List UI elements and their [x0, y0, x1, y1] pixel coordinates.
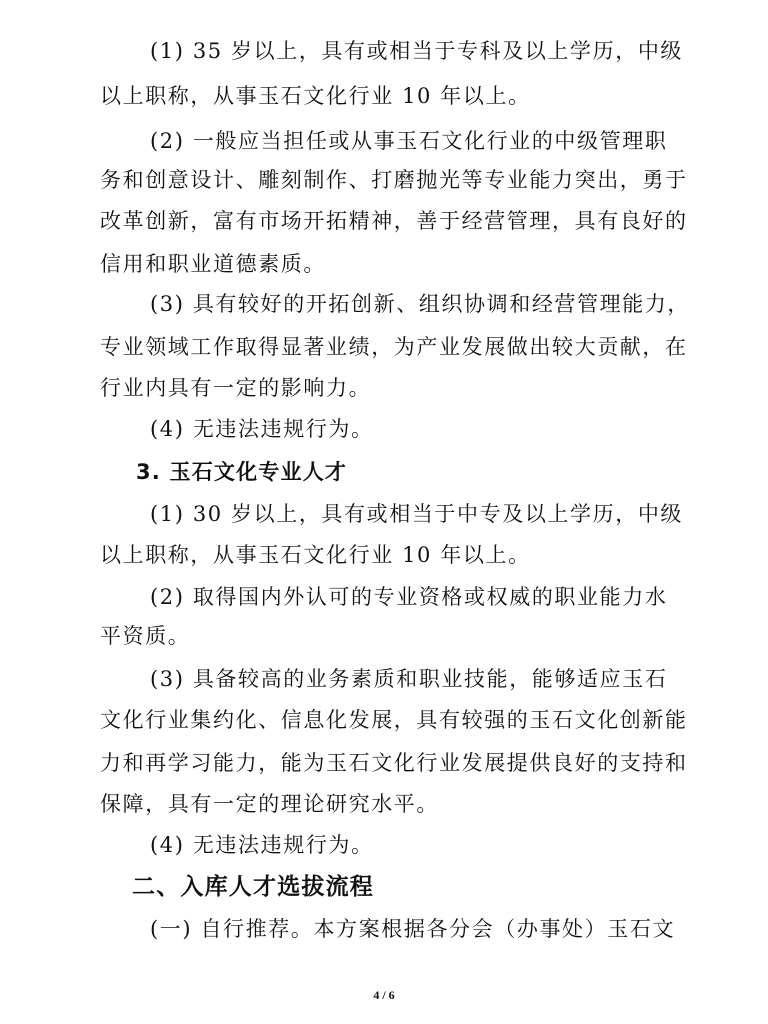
section-heading: 3. 玉石文化专业人才	[136, 460, 348, 484]
text-line: 改革创新，富有市场开拓精神，善于经营管理，具有良好的	[100, 209, 688, 233]
text-line: 文化行业集约化、信息化发展，具有较强的玉石文化创新能	[100, 708, 688, 732]
text-line: (4) 无违法违规行为。	[150, 417, 374, 441]
chapter-heading: 二、入库人才选拔流程	[132, 874, 374, 900]
text-line: 力和再学习能力，能为玉石文化行业发展提供良好的支持和	[100, 751, 688, 775]
text-line: 行业内具有一定的影响力。	[100, 376, 372, 400]
text-line: (2) 取得国内外认可的专业资格或权威的职业能力水	[150, 585, 668, 609]
text-line: (3) 具备较高的业务素质和职业技能，能够适应玉石	[150, 667, 668, 691]
text-line: (4) 无违法违规行为。	[150, 833, 374, 857]
page-number: 4 / 6	[373, 988, 395, 1002]
text-line: 平资质。	[100, 624, 191, 648]
text-line: 信用和职业道德素质。	[100, 252, 326, 276]
text-line: (一) 自行推荐。本方案根据各分会（办事处）玉石文	[150, 917, 676, 941]
text-line: (1) 35 岁以上，具有或相当于专科及以上学历，中级	[150, 39, 684, 63]
text-line: 以上职称，从事玉石文化行业 10 年以上。	[100, 84, 531, 108]
text-line: 务和创意设计、雕刻制作、打磨抛光等专业能力突出，勇于	[100, 168, 688, 192]
text-line: 以上职称，从事玉石文化行业 10 年以上。	[100, 543, 531, 567]
text-line: (1) 30 岁以上，具有或相当于中专及以上学历，中级	[150, 502, 684, 526]
text-line: (3) 具有较好的开拓创新、组织协调和经营管理能力，	[150, 292, 691, 316]
text-line: (2) 一般应当担任或从事玉石文化行业的中级管理职	[150, 129, 668, 153]
text-line: 专业领域工作取得显著业绩，为产业发展做出较大贡献，在	[100, 335, 688, 359]
text-line: 保障，具有一定的理论研究水平。	[100, 792, 439, 816]
